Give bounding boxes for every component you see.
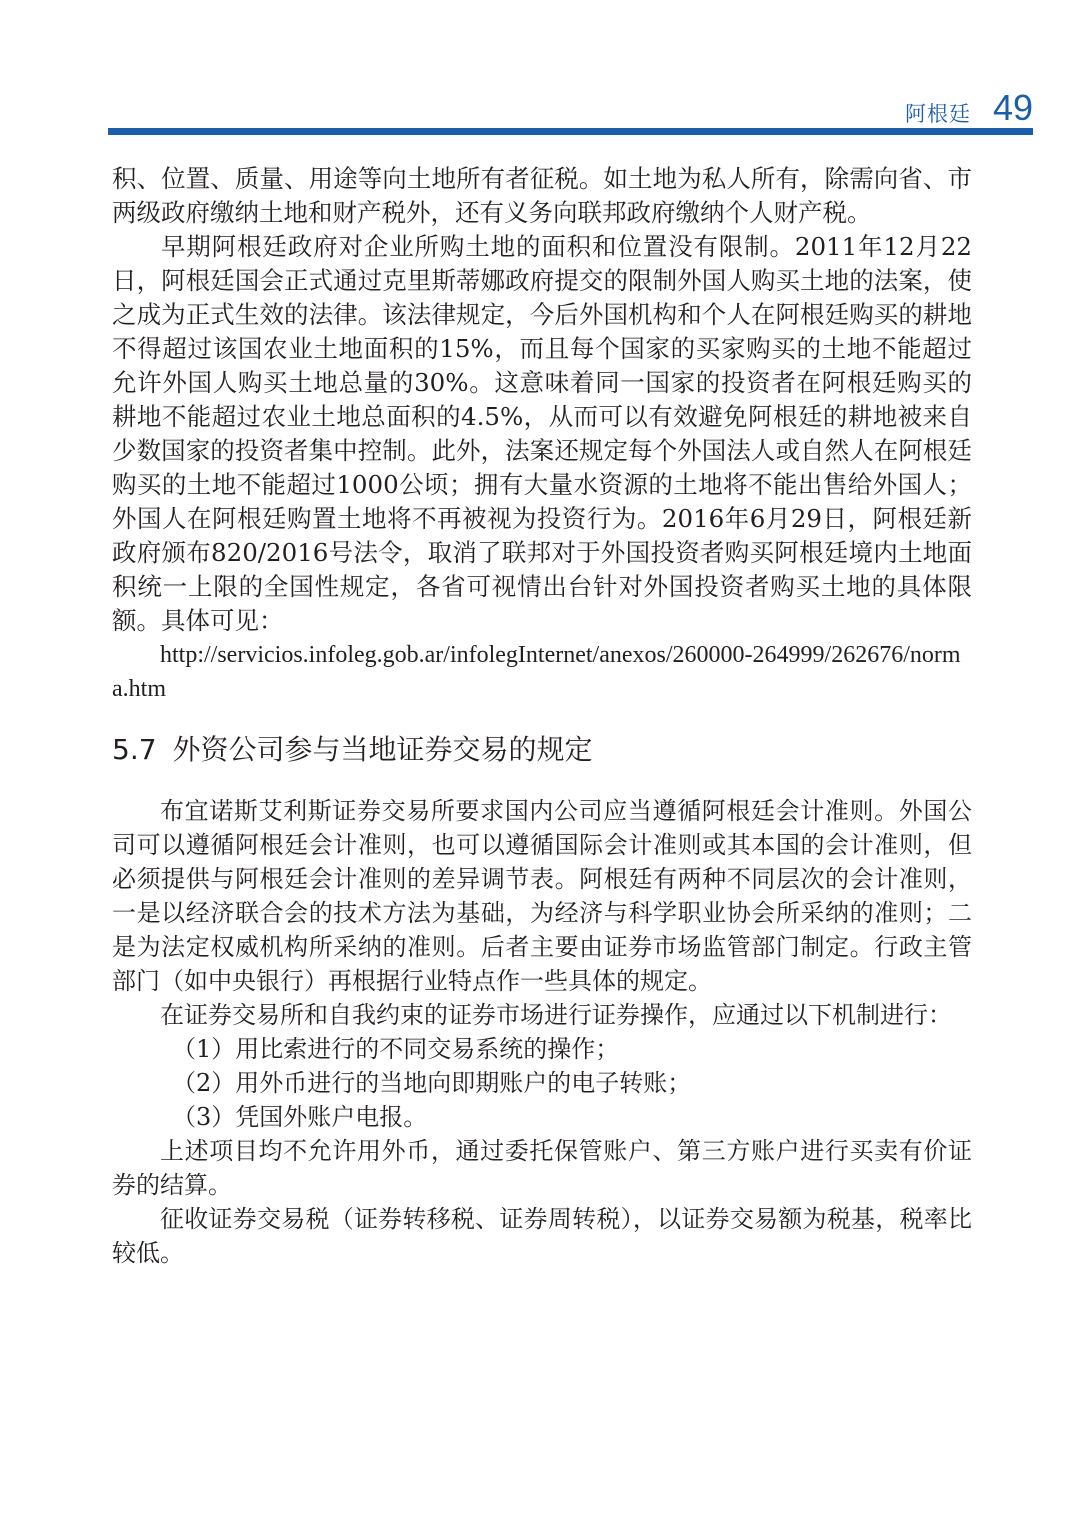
list-item: （1）用比索进行的不同交易系统的操作；	[172, 1035, 620, 1063]
section-heading	[112, 730, 972, 770]
paragraph-mechanisms-intro: 在证券交易所和自我约束的证券市场进行证券操作，应通过以下机制进行：	[160, 1001, 952, 1029]
reference-url[interactable]: http://servicios.infoleg.gob.ar/infolegInternet/anexos/260000-264999/262676/norma.htm	[112, 642, 961, 702]
paragraph-settlement: 上述项目均不允许用外币，通过委托保管账户、第三方账户进行买卖有价证券的结算。	[112, 1137, 972, 1199]
main-content	[112, 162, 972, 1270]
header-divider	[108, 128, 1033, 135]
paragraph-transaction-tax: 征收证券交易税（证券转移税、证券周转税），以证券交易额为税基，税率比较低。	[112, 1205, 972, 1267]
list-item: （2）用外币进行的当地向即期账户的电子转账；	[172, 1069, 692, 1097]
paragraph-land-law: 早期阿根廷政府对企业所购土地的面积和位置没有限制。2011年12月22日，阿根廷国会正式通过克里斯蒂娜政府提交的限制外国人购买土地的法案，使之成为正式生效的法律。该法律规定，今后外国机构和个人在阿根廷购买的耕地不得超过该国农业土地面积的15%，而且每个国家的买家购买的土地不能超过允许外国人购买土地总量的30%。这意味着同一国家的投资者在阿根廷购买的耕地不能超过农业土地总面积的4.5%，从而可以有效避免阿根廷的耕地被来自少数国家的投资者集中控制。此外，法案还规定每个外国法人或自然人在阿根廷购买的土地不能超过1000公顷；拥有大量水资源的土地将不能出售给外国人；外国人在阿根廷购置土地将不再被视为投资行为。2016年6月29日，阿根廷新政府颁布820/2016号法令，取消了联邦对于外国投资者购买阿根廷境内土地面积统一上限的全国性规定，各省可视情出台针对外国投资者购买土地的具体限额。具体可见：	[112, 232, 972, 635]
paragraph-continued: 积、位置、质量、用途等向土地所有者征税。如土地为私人所有，除需向省、市两级政府缴纳土地和财产税外，还有义务向联邦政府缴纳个人财产税。	[112, 164, 972, 227]
section-number: 5.7	[112, 733, 157, 766]
paragraph-accounting-standards: 布宜诺斯艾利斯证券交易所要求国内公司应当遵循阿根廷会计准则。外国公司可以遵循阿根廷会计准则，也可以遵循国际会计准则或其本国的会计准则，但必须提供与阿根廷会计准则的差异调节表。阿根廷有两种不同层次的会计准则，一是以经济联合会的技术方法为基础，为经济与科学职业协会所采纳的准则；二是为法定权威机构所采纳的准则。后者主要由证券市场监管部门制定。行政主管部门（如中央银行）再根据行业特点作一些具体的规定。	[112, 797, 972, 995]
section-title: 外资公司参与当地证券交易的规定	[172, 733, 593, 766]
list-item: （3）凭国外账户电报。	[172, 1103, 428, 1131]
header-country-title: 阿根廷	[905, 102, 971, 126]
page-number: 49	[992, 87, 1033, 128]
